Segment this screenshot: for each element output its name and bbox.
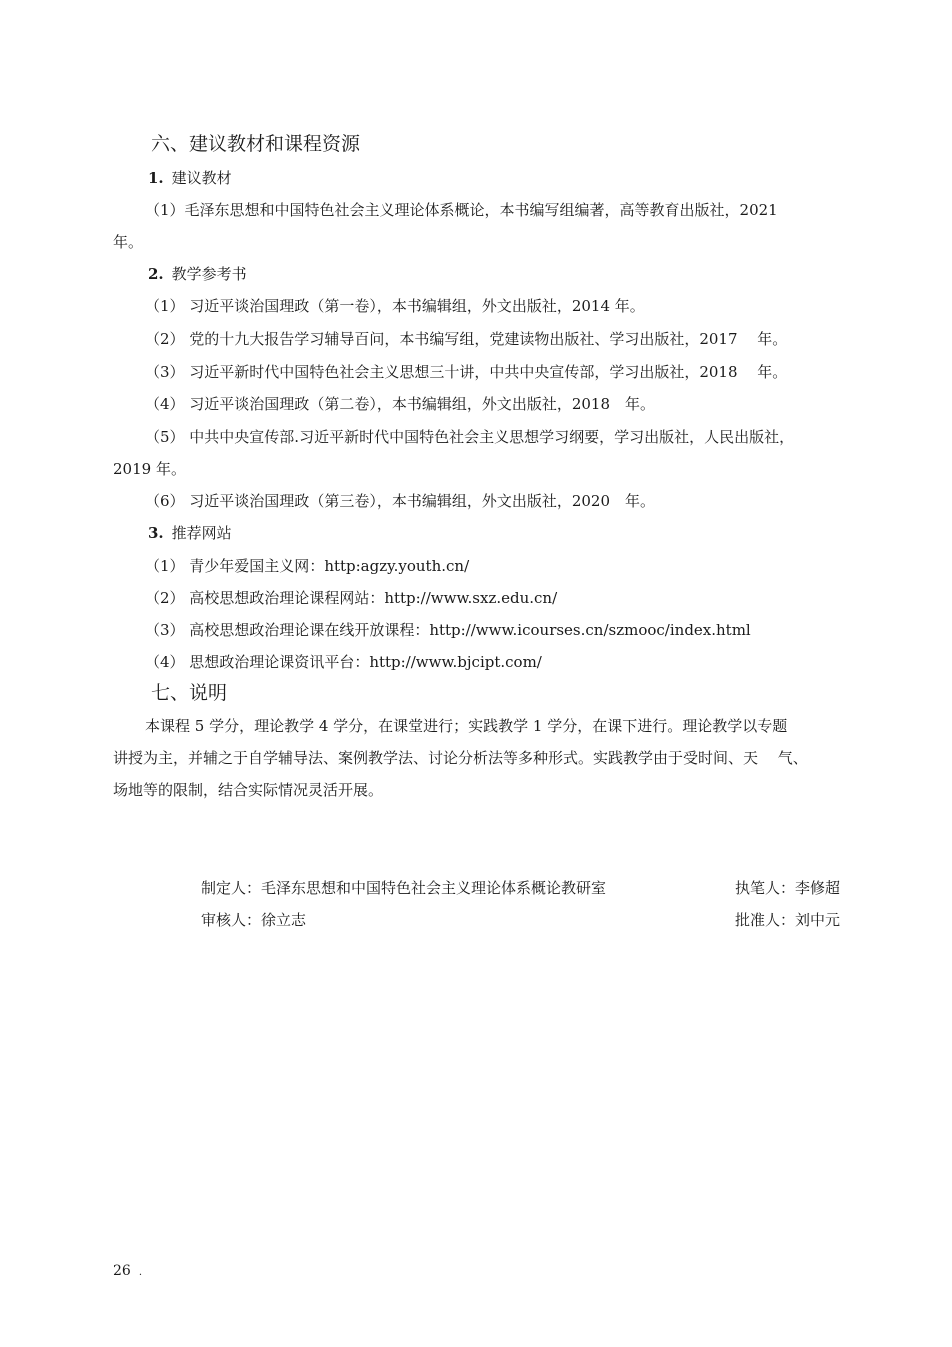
sub1-number: 1. xyxy=(148,169,164,187)
reviewer-signature: 审核人：徐立志 xyxy=(201,911,307,929)
sub2-label: 教学参考书 xyxy=(171,265,247,283)
reference-item-5-line2: 2019 年。 xyxy=(113,460,186,478)
website-item-4: （4） 思想政治理论课资讯平台：http://www.bjcipt.com/ xyxy=(145,653,542,671)
reference-item-2: （2） 党的十九大报告学习辅导百问，本书编写组，党建读物出版社、学习出版社，2017 年。 xyxy=(145,330,788,348)
reference-item-6: （6） 习近平谈治国理政（第三卷），本书编辑组，外文出版社，2020 年。 xyxy=(145,492,655,510)
website-item-2: （2） 高校思想政治理论课程网站：http://www.sxz.edu.cn/ xyxy=(145,589,558,607)
sub2-number: 2. xyxy=(148,265,164,283)
reference-item-3: （3） 习近平新时代中国特色社会主义思想三十讲，中共中央宣传部，学习出版社，2018 年。 xyxy=(145,363,788,381)
website-item-1: （1） 青少年爱国主义网：http:agzy.youth.cn/ xyxy=(145,557,470,575)
sub1-label: 建议教材 xyxy=(171,169,232,187)
reference-item-4: （4） 习近平谈治国理政（第二卷），本书编辑组，外文出版社，2018 年。 xyxy=(145,395,655,413)
sub1-heading xyxy=(148,168,232,188)
sub3-heading xyxy=(148,523,232,543)
textbook-line2: 年。 xyxy=(113,233,144,251)
website-item-3: （3） 高校思想政治理论课在线开放课程：http://www.icourses.cn/szmooc/index.html xyxy=(145,621,751,639)
description-line2: 讲授为主，并辅之于自学辅导法、案例教学法、讨论分析法等多种形式。实践教学由于受时间、天 气、 xyxy=(113,749,808,767)
section6-title: 六、建议教材和课程资源 xyxy=(151,133,361,155)
page-number-dot: . xyxy=(138,1267,143,1278)
reference-item-5-line1: （5） 中共中央宣传部.习近平新时代中国特色社会主义思想学习纲要，学习出版社，人民出版社， xyxy=(145,428,795,446)
approver-signature: 批准人：刘中元 xyxy=(734,911,840,929)
description-line1: 本课程 5 学分，理论教学 4 学分，在课堂进行；实践教学 1 学分，在课下进行。理论教学以专题 xyxy=(145,717,788,735)
drafter-signature: 制定人：毛泽东思想和中国特色社会主义理论体系概论教研室 xyxy=(201,879,607,897)
sub2-heading xyxy=(148,264,247,284)
writer-signature: 执笔人：李修超 xyxy=(734,879,840,897)
textbook-line1: （1）毛泽东思想和中国特色社会主义理论体系概论，本书编写组编著，高等教育出版社，2021 xyxy=(145,201,778,219)
reference-item-1: （1） 习近平谈治国理政（第一卷），本书编辑组，外文出版社，2014 年。 xyxy=(145,297,645,315)
page-number-value: 26 xyxy=(113,1263,131,1279)
description-line3: 场地等的限制，结合实际情况灵活开展。 xyxy=(113,781,384,799)
sub3-label: 推荐网站 xyxy=(171,524,232,542)
page-number xyxy=(113,1262,142,1282)
section7-title: 七、说明 xyxy=(151,682,228,704)
sub3-number: 3. xyxy=(148,524,164,542)
